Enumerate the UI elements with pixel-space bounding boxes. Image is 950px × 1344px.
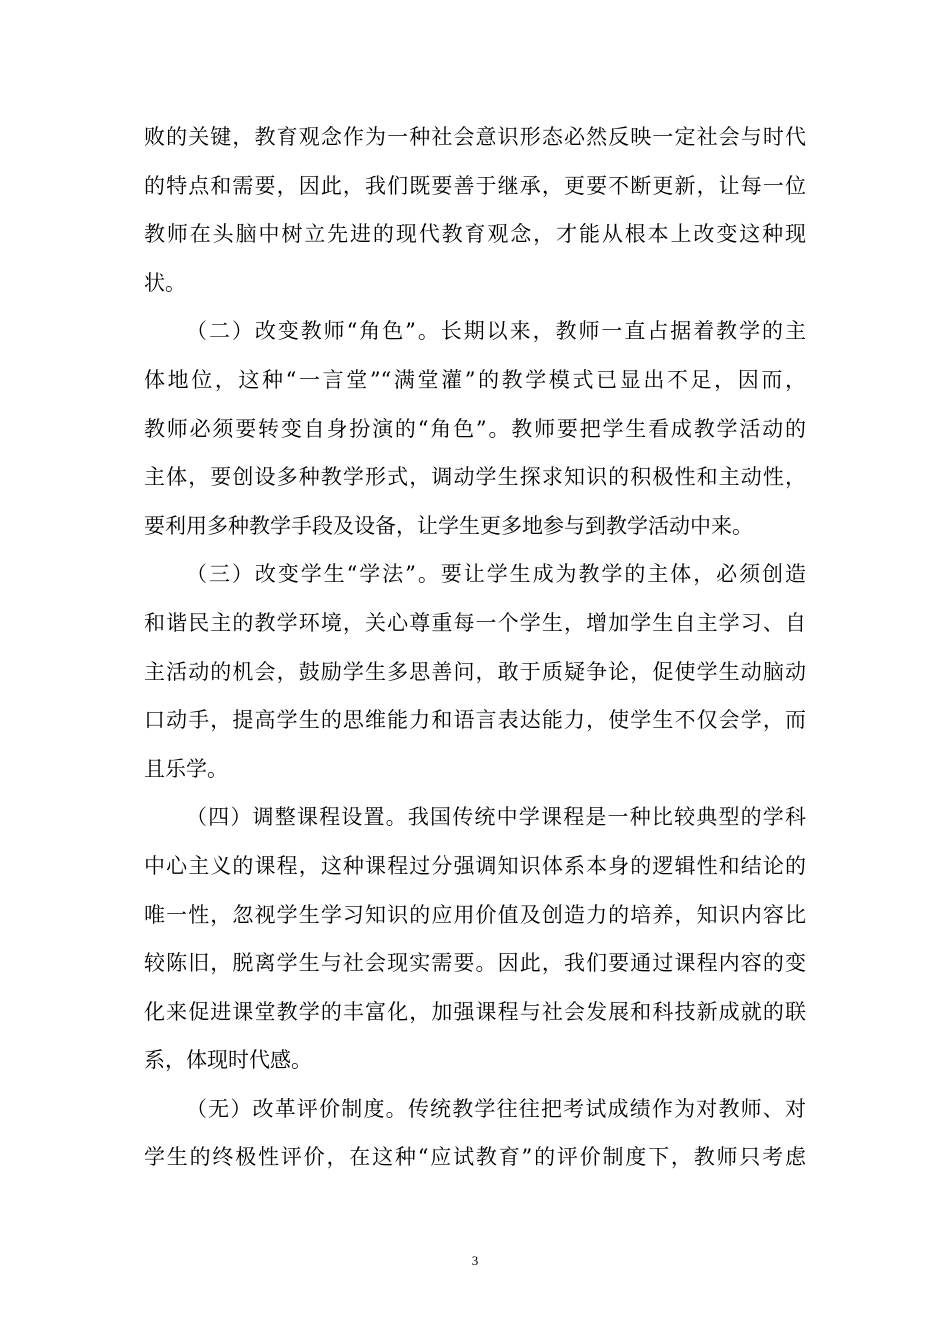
text-line: 和谐民主的教学环境，关心尊重每一个学生，增加学生自主学习、自 [144, 610, 806, 635]
text-line: 状。 [144, 270, 186, 295]
text-line: 唯一性，忽视学生学习知识的应用价值及创造力的培养，知识内容比 [144, 902, 806, 927]
text-line: 败的关键，教育观念作为一种社会意识形态必然反映一定社会与时代 [144, 125, 806, 149]
text-line: 主体，要创设多种教学形式，调动学生探求知识的积极性和主动性， [144, 465, 806, 490]
text-line: 教师在头脑中树立先进的现代教育观念，才能从根本上改变这种现 [144, 222, 806, 247]
text-line: （四）调整课程设置。我国传统中学课程是一种比较典型的学科 [186, 805, 806, 830]
text-line: 体地位，这种“一言堂”“满堂灌”的教学模式已显出不足，因而， [144, 367, 806, 392]
text-line: （三）改变学生“学法”。要让学生成为教学的主体，必须创造 [186, 562, 806, 587]
text-line: 中心主义的课程，这种课程过分强调知识体系本身的逻辑性和结论的 [144, 853, 806, 878]
text-line: 的特点和需要，因此，我们既要善于继承，更要不断更新，让每一位 [144, 173, 806, 198]
text-line: 系，体现时代感。 [144, 1048, 312, 1073]
text-line: 口动手，提高学生的思维能力和语言表达能力，使学生不仅会学，而 [144, 708, 806, 733]
text-line: 且乐学。 [144, 756, 228, 781]
text-line: 较陈旧，脱离学生与社会现实需要。因此，我们要通过课程内容的变 [144, 951, 806, 976]
text-line: 要利用多种教学手段及设备，让学生更多地参与到教学活动中来。 [144, 513, 753, 538]
body-text [144, 113, 806, 1182]
page-number: 3 [471, 1253, 479, 1268]
text-line: （二）改变教师“角色”。长期以来，教师一直占据着教学的主 [186, 319, 806, 344]
text-line: （无）改革评价制度。传统教学往往把考试成绩作为对教师、对 [186, 1096, 806, 1121]
text-line: 教师必须要转变自身扮演的“角色”。教师要把学生看成教学活动的 [144, 416, 806, 441]
text-line: 主活动的机会，鼓励学生多思善问，敢于质疑争论，促使学生动脑动 [144, 659, 806, 684]
text-line: 化来促进课堂教学的丰富化，加强课程与社会发展和科技新成就的联 [144, 999, 806, 1024]
text-line: 学生的终极性评价，在这种“应试教育”的评价制度下，教师只考虑 [144, 1145, 806, 1170]
